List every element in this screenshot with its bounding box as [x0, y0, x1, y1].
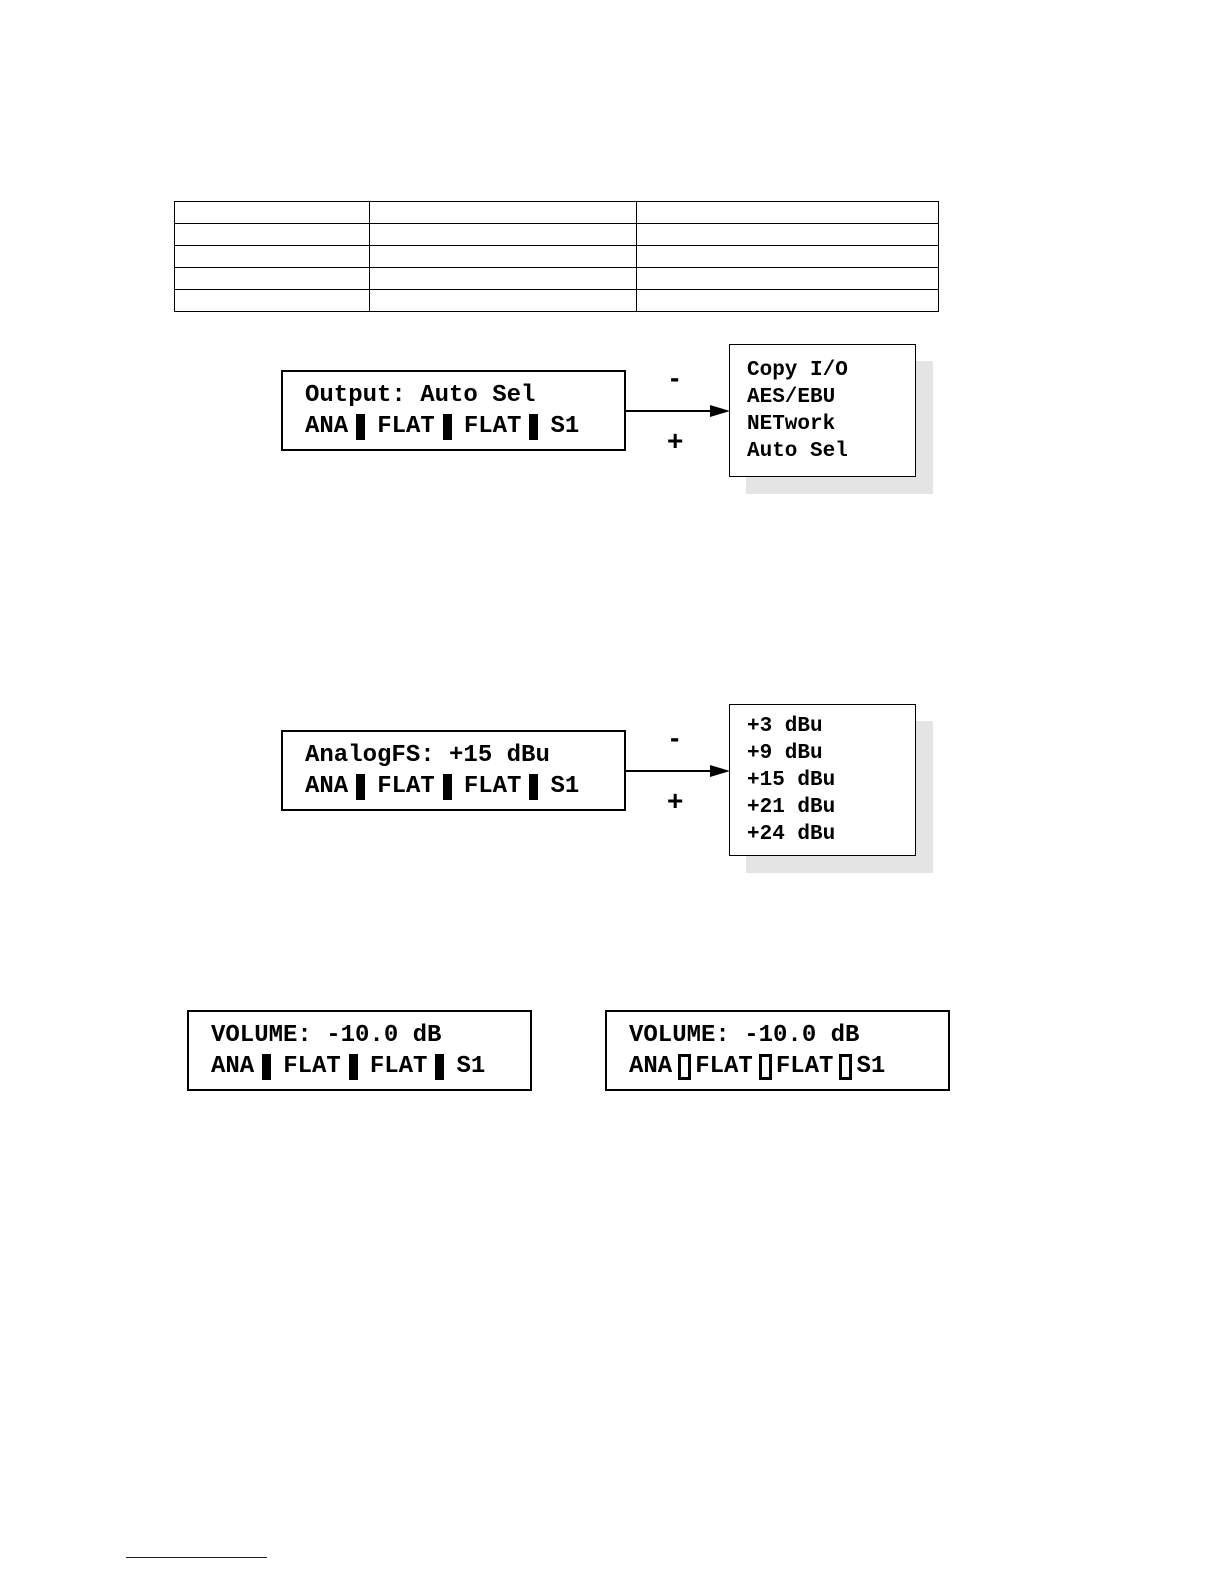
table-cell	[637, 268, 939, 290]
lcd-line-2	[629, 1053, 885, 1080]
output-options-list	[729, 344, 916, 477]
lcd-segment-input: ANA	[305, 773, 349, 800]
lcd-line-1: Output: Auto Sel	[305, 382, 536, 409]
lcd-segment-source: S1	[550, 413, 580, 440]
table-cell	[370, 202, 637, 224]
table-cell	[370, 224, 637, 246]
table-cell	[175, 268, 370, 290]
lcd-line-1: VOLUME: -10.0 dB	[211, 1022, 442, 1049]
lcd-segment-eq1: FLAT	[377, 773, 435, 800]
plus-sign: +	[667, 425, 684, 456]
table-row	[175, 290, 939, 312]
output-lcd-display	[281, 370, 626, 451]
analogfs-lcd-display	[281, 730, 626, 811]
lcd-segment-eq1: FLAT	[695, 1053, 753, 1080]
lcd-line-2	[305, 773, 579, 800]
lcd-separator	[349, 1054, 358, 1080]
table-row	[175, 202, 939, 224]
table-cell	[370, 290, 637, 312]
lcd-separator	[443, 414, 452, 440]
table-cell	[637, 224, 939, 246]
minus-sign: -	[670, 362, 680, 393]
lcd-line-1: VOLUME: -10.0 dB	[629, 1022, 860, 1049]
table-cell	[175, 246, 370, 268]
analogfs-options-list	[729, 704, 916, 856]
lcd-segment-input: ANA	[211, 1053, 255, 1080]
option-3-dbu: +3 dBu	[747, 715, 823, 738]
lcd-segment-input: ANA	[305, 413, 349, 440]
lcd-segment-source: S1	[550, 773, 580, 800]
lcd-segment-input: ANA	[629, 1053, 673, 1080]
lcd-segment-eq1: FLAT	[377, 413, 435, 440]
lcd-segment-source: S1	[856, 1053, 886, 1080]
lcd-separator	[435, 1054, 444, 1080]
option-15-dbu: +15 dBu	[747, 769, 836, 792]
lcd-separator-hollow	[759, 1054, 772, 1080]
option-aes-ebu: AES/EBU	[747, 386, 836, 409]
lcd-line-1: AnalogFS: +15 dBu	[305, 742, 550, 769]
lcd-separator	[443, 774, 452, 800]
lcd-separator	[356, 414, 365, 440]
plus-sign: +	[667, 785, 684, 816]
lcd-segment-eq2: FLAT	[463, 413, 522, 440]
empty-table	[174, 201, 939, 312]
table-row	[175, 268, 939, 290]
volume-lcd-hollow	[605, 1010, 950, 1091]
lcd-segment-source: S1	[456, 1053, 486, 1080]
table-cell	[175, 202, 370, 224]
table-row	[175, 246, 939, 268]
minus-sign: -	[670, 722, 680, 753]
table-cell	[370, 268, 637, 290]
option-network: NETwork	[747, 413, 836, 436]
lcd-separator	[529, 414, 538, 440]
lcd-line-2	[305, 413, 579, 440]
lcd-line-2	[211, 1053, 485, 1080]
option-9-dbu: +9 dBu	[747, 742, 823, 765]
volume-lcd-solid	[187, 1010, 532, 1091]
table-cell	[637, 290, 939, 312]
arrow-right-icon	[626, 761, 736, 781]
lcd-separator	[529, 774, 538, 800]
lcd-segment-eq1: FLAT	[283, 1053, 341, 1080]
option-21-dbu: +21 dBu	[747, 796, 836, 819]
lcd-segment-eq2: FLAT	[369, 1053, 428, 1080]
table-cell	[175, 290, 370, 312]
option-24-dbu: +24 dBu	[747, 823, 836, 846]
lcd-separator	[262, 1054, 271, 1080]
table-cell	[637, 246, 939, 268]
table-cell	[175, 224, 370, 246]
lcd-separator	[356, 774, 365, 800]
arrow-right-icon	[626, 401, 736, 421]
option-auto-sel: Auto Sel	[747, 440, 848, 463]
lcd-segment-eq2: FLAT	[463, 773, 522, 800]
table-cell	[370, 246, 637, 268]
table-row	[175, 224, 939, 246]
option-copy-io: Copy I/O	[747, 359, 848, 382]
lcd-separator-hollow	[839, 1054, 852, 1080]
lcd-separator-hollow	[678, 1054, 691, 1080]
lcd-segment-eq2: FLAT	[775, 1053, 834, 1080]
footnote-rule	[126, 1557, 267, 1558]
table-cell	[637, 202, 939, 224]
